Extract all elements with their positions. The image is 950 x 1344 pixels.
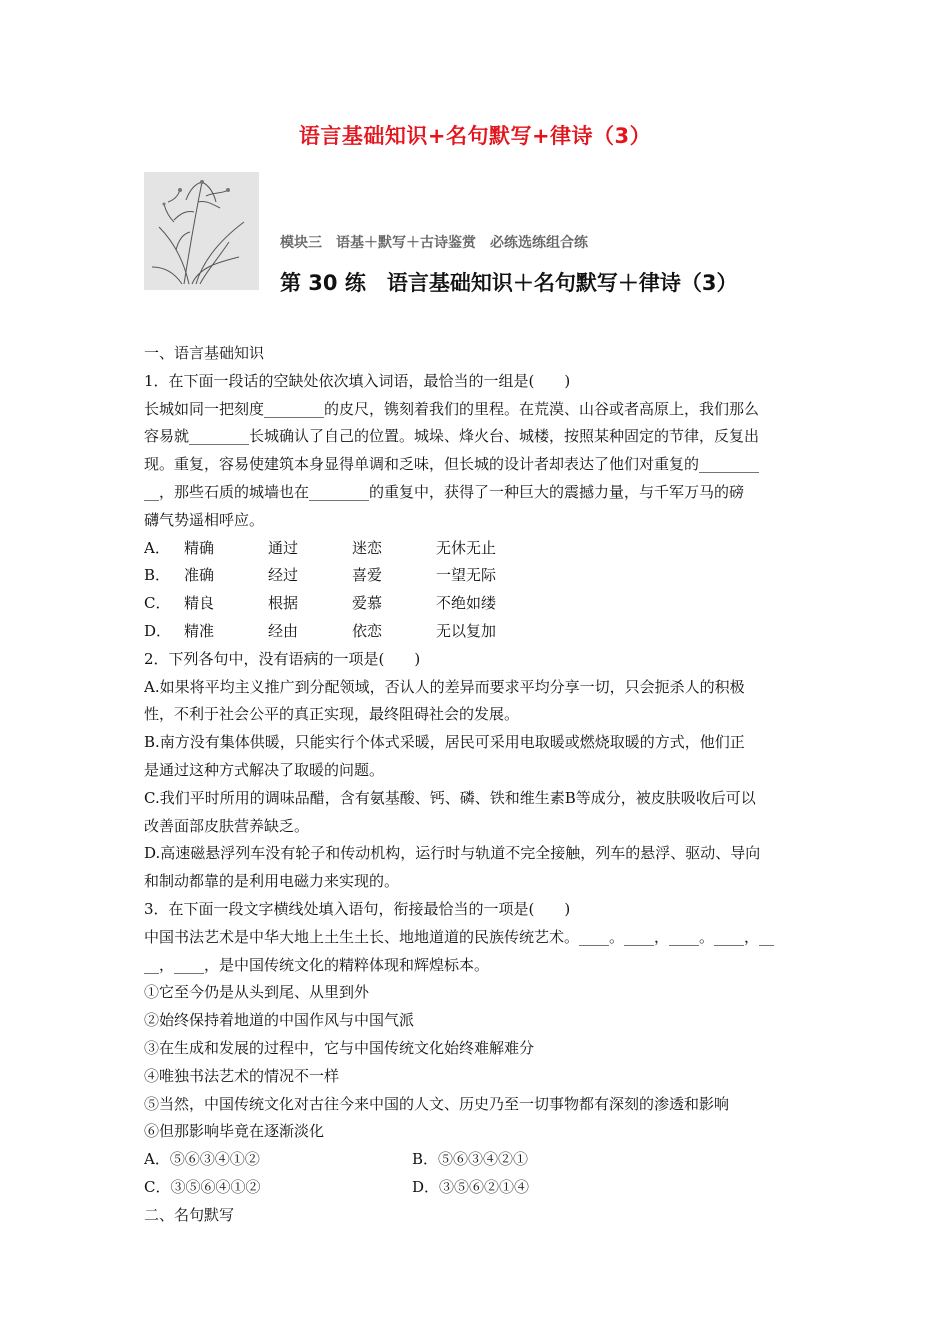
- option-label: A．: [144, 538, 170, 557]
- option-word: 无休无止: [436, 538, 497, 557]
- question-3-item: ④唯独书法艺术的情况不一样: [144, 1066, 340, 1085]
- question-2-line: C.我们平时所用的调味品醋，含有氨基酸、钙、磷、铁和维生素B等成分，被皮肤吸收后可以: [144, 788, 756, 807]
- question-1-passage-line: 现。重复，容易使建筑本身显得单调和乏味，但长城的设计者却表达了他们对重复的________: [144, 455, 760, 474]
- option-c: [144, 590, 814, 618]
- option-word: 不绝如缕: [436, 594, 497, 613]
- option-word: 经由: [268, 621, 299, 640]
- question-1-stem: 1．在下面一段话的空缺处依次填入词语，最恰当的一组是( ): [144, 371, 571, 390]
- section-heading: 二、名句默写: [144, 1205, 235, 1224]
- question-2-stem: 2．下列各句中，没有语病的一项是( ): [144, 649, 421, 668]
- question-3-options-row: [144, 1174, 814, 1202]
- option-label: B．: [144, 566, 171, 585]
- option-word: 精准: [184, 621, 215, 640]
- option-word: 根据: [268, 594, 299, 613]
- question-2-line: B.南方没有集体供暖，只能实行个体式采暖，居民可采用电取暖或燃烧取暖的方式，他们正: [144, 733, 745, 752]
- option-b: B．⑤⑥③④②①: [412, 1150, 529, 1169]
- option-b: [144, 562, 814, 590]
- orchid-icon: [144, 172, 259, 290]
- question-1-passage-line: 长城如同一把刻度________的皮尺，镌刻着我们的里程。在荒漠、山谷或者高原上，我们那么: [144, 399, 760, 418]
- question-3-item: ⑥但那影响毕竟在逐渐淡化: [144, 1122, 325, 1141]
- question-2-line: 和制动都靠的是利用电磁力来实现的。: [144, 872, 400, 891]
- question-1-passage-line: __，那些石质的城墙也在________的重复中，获得了一种巨大的震撼力量，与千军万马的磅: [144, 482, 745, 501]
- option-c: C．③⑤⑥④①②: [144, 1177, 261, 1196]
- question-3-passage-line: 中国书法艺术是中华大地上土生土长、地地道道的民族传统艺术。____。____，____。____，__: [144, 927, 775, 946]
- option-a: A．⑤⑥③④①②: [144, 1150, 260, 1169]
- option-word: 爱慕: [352, 594, 383, 613]
- option-word: 准确: [184, 566, 215, 585]
- section-heading: 一、语言基础知识: [144, 344, 265, 362]
- question-3-item: ②始终保持着地道的中国作风与中国气派: [144, 1011, 415, 1030]
- question-3-item: ①它至今仍是从头到尾、从里到外: [144, 983, 370, 1002]
- question-2-line: A.如果将平均主义推广到分配领域，否认人的差异而要求平均分享一切，只会扼杀人的积极: [144, 677, 745, 696]
- option-word: 迷恋: [352, 538, 383, 557]
- question-3-item: ③在生成和发展的过程中，它与中国传统文化始终难解难分: [144, 1038, 535, 1057]
- option-d: D．③⑤⑥②①④: [412, 1177, 530, 1196]
- option-label: D．: [144, 621, 172, 640]
- question-3-options-row: [144, 1146, 814, 1174]
- question-1-passage-line: 容易就________长城确认了自己的位置。城垛、烽火台、城楼，按照某种固定的节律，反复出: [144, 427, 760, 446]
- document-body: [144, 340, 814, 1230]
- option-label: C．: [144, 594, 171, 613]
- option-word: 通过: [268, 538, 299, 557]
- question-2-line: 改善面部皮肤营养缺乏。: [144, 816, 310, 835]
- option-word: 精确: [184, 538, 215, 557]
- question-2-line: 是通过这种方式解决了取暖的问题。: [144, 760, 385, 779]
- option-a: [144, 535, 814, 563]
- lesson-title: 第 30 练 语言基础知识＋名句默写＋律诗（3）: [280, 271, 738, 295]
- question-3-stem: 3．在下面一段文字横线处填入语句，衔接最恰当的一项是( ): [144, 899, 571, 918]
- option-word: 无以复加: [436, 621, 497, 640]
- question-1-passage-line: 礴气势遥相呼应。: [144, 510, 265, 529]
- option-word: 精良: [184, 594, 215, 613]
- plant-illustration: [144, 172, 259, 290]
- question-3-passage-line: __，____，是中国传统文化的精粹体现和辉煌标本。: [144, 955, 490, 974]
- option-word: 喜爱: [352, 566, 383, 585]
- option-d: [144, 618, 814, 646]
- question-2-line: D.高速磁悬浮列车没有轮子和传动机构，运行时与轨道不完全接触，列车的悬浮、驱动、导向: [144, 844, 761, 863]
- option-word: 依恋: [352, 621, 383, 640]
- option-word: 一望无际: [436, 566, 497, 585]
- question-2-line: 性，不利于社会公平的真正实现，最终阻碍社会的发展。: [144, 705, 520, 724]
- question-3-item: ⑤当然，中国传统文化对古往今来中国的人文、历史乃至一切事物都有深刻的渗透和影响: [144, 1094, 730, 1113]
- main-title: 语言基础知识+名句默写+律诗（3）: [298, 124, 652, 148]
- module-label: 模块三 语基＋默写＋古诗鉴赏 必练选练组合练: [280, 235, 588, 251]
- option-word: 经过: [268, 566, 299, 585]
